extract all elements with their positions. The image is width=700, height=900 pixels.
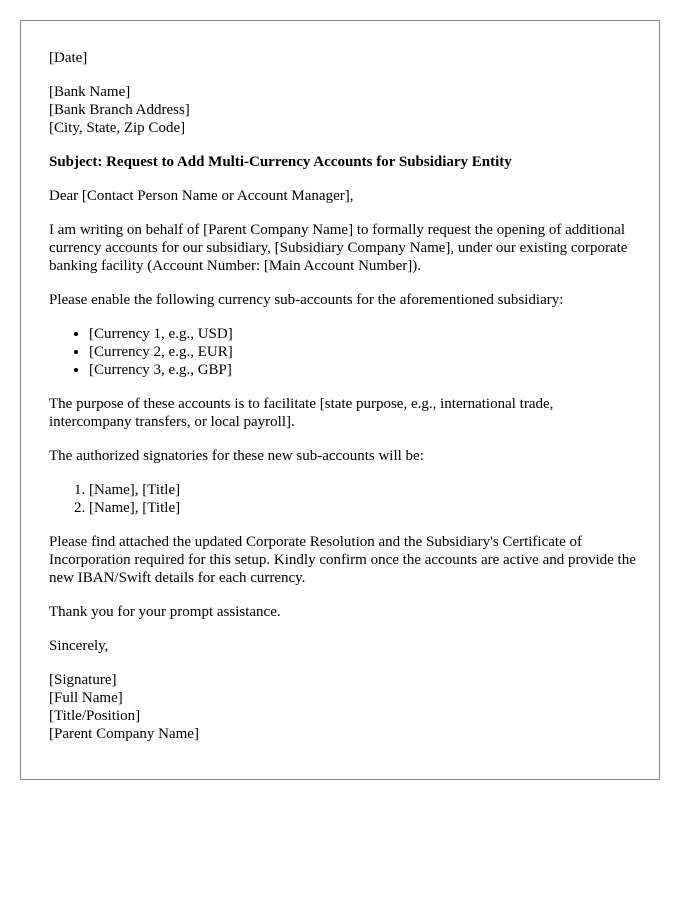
closing: Sincerely, — [49, 638, 109, 654]
currency-item: • [Currency 3, e.g., GBP] — [89, 361, 639, 379]
signatories-paragraph: The authorized signatories for these new sub-accounts will be: — [49, 448, 424, 464]
currency-item: • [Currency 2, e.g., EUR] — [89, 343, 639, 361]
signatory-list — [49, 481, 639, 517]
letter-page — [20, 20, 660, 780]
letter-date: [Date] — [49, 50, 88, 66]
bank-branch-address: [Bank Branch Address] — [49, 102, 190, 118]
signature-block — [49, 671, 639, 743]
enable-paragraph: Please enable the following currency sub-accounts for the aforementioned subsidiary: — [49, 292, 564, 308]
signatory-item: 1. [Name], [Title] — [89, 481, 639, 499]
salutation: Dear [Contact Person Name or Account Manager], — [49, 188, 354, 204]
currency-item: • [Currency 1, e.g., USD] — [89, 325, 639, 343]
letter-body — [49, 49, 639, 759]
recipient-address — [49, 83, 639, 137]
city-state-zip: [City, State, Zip Code] — [49, 120, 186, 136]
full-name: [Full Name] — [49, 690, 123, 706]
title-position: [Title/Position] — [49, 708, 141, 724]
purpose-paragraph: The purpose of these accounts is to facilitate [state purpose, e.g., international trade, intercompany transfers, or local payroll]. — [49, 396, 554, 430]
signature: [Signature] — [49, 672, 117, 688]
parent-company-name: [Parent Company Name] — [49, 726, 199, 742]
currency-list — [49, 325, 639, 379]
subject-line: Subject: Request to Add Multi-Currency Accounts for Subsidiary Entity — [49, 154, 512, 170]
thanks-paragraph: Thank you for your prompt assistance. — [49, 604, 281, 620]
intro-paragraph: I am writing on behalf of [Parent Company Name] to formally request the opening of additional currency accounts for our subsidiary, [Subsidiary Company Name], under our existing corporate banking facility (Account Number: [Main Account Number]). — [49, 222, 628, 274]
bank-name: [Bank Name] — [49, 84, 131, 100]
attachments-paragraph: Please find attached the updated Corporate Resolution and the Subsidiary's Certificate of Incorporation required for this setup. Kindly confirm once the accounts are active and provide the new IBAN/Swift details for each currency. — [49, 534, 636, 586]
signatory-item: 2. [Name], [Title] — [89, 499, 639, 517]
